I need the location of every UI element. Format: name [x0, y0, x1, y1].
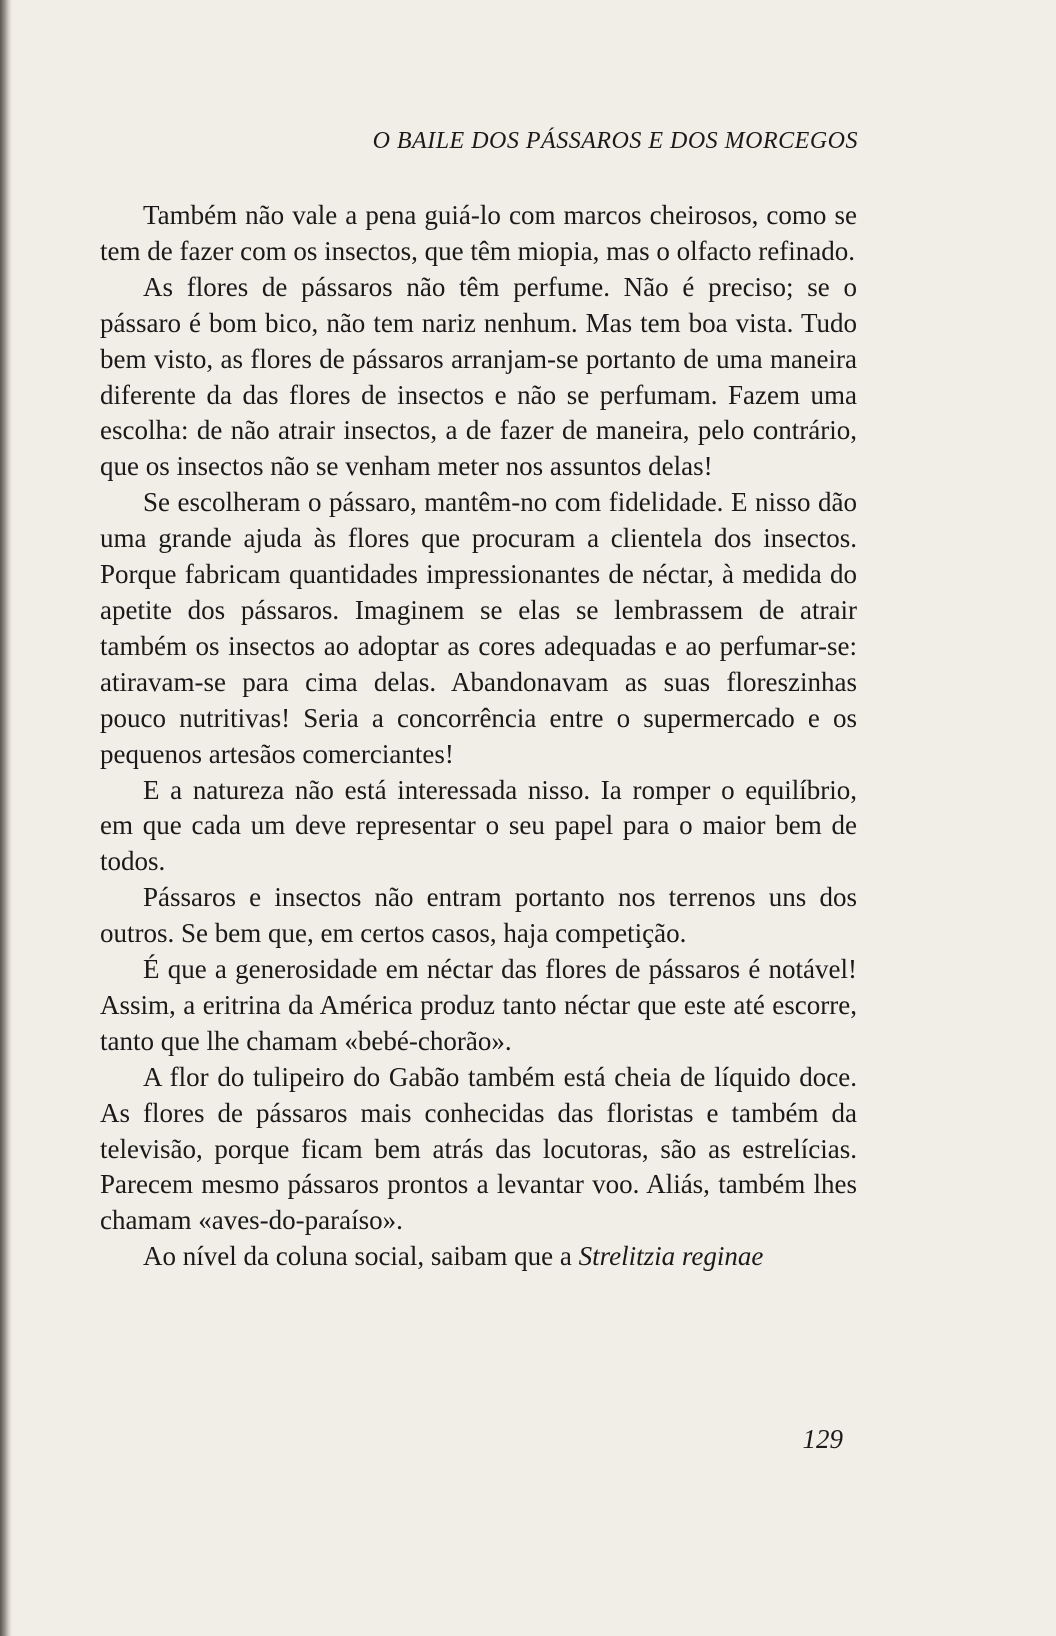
paragraph: E a natureza não está interessada nisso. Ia romper o equilíbrio, em que cada um deve representar o seu papel para o maior bem de todos. — [100, 774, 857, 877]
species-name: Strelitzia reginae — [578, 1241, 764, 1272]
last-paragraph-text: Ao nível da coluna social, saibam que a — [143, 1241, 572, 1272]
last-paragraph — [100, 1239, 857, 1275]
paragraph: Se escolheram o pássaro, mantêm-no com fidelidade. E nisso dão uma grande ajuda às flores que procuram a clientela dos insectos. Porque fabricam quantidades impressionantes de néctar, à medida do apetite dos pássaros. Imaginem se elas se lembrassem de atrair também os insectos ao adoptar as cores adequadas e ao perfumar-se: atiravam-se para cima delas. Abandonavam as suas floreszinhas pouco nutritivas! Seria a concorrência entre o supermercado e os pequenos artesãos comerciantes! — [100, 487, 857, 769]
body-text — [100, 198, 857, 1275]
paragraph: É que a generosidade em néctar das flores de pássaros é notável! Assim, a eritrina da América produz tanto néctar que este até escorre, tanto que lhe chamam «bebé-chorão». — [100, 954, 857, 1056]
page-binding-edge — [0, 0, 12, 1636]
page-number: 129 — [802, 1424, 843, 1454]
running-head: O BAILE DOS PÁSSAROS E DOS MORCEGOS — [372, 128, 858, 154]
paragraph: A flor do tulipeiro do Gabão também está cheia de líquido doce. As flores de pássaros mais conhecidas das floristas e também da televisão, porque ficam bem atrás das locutoras, são as estrelícias. Parecem mesmo pássaros prontos a levantar voo. Aliás, também lhes chamam «aves-do-paraíso». — [100, 1061, 857, 1236]
paragraph: As flores de pássaros não têm perfume. Não é preciso; se o pássaro é bom bico, não tem nariz nenhum. Mas tem boa vista. Tudo bem visto, as flores de pássaros arranjam-se portanto de uma maneira diferente da das flores de insectos e não se perfumam. Fazem uma escolha: de não atrair insectos, a de fazer de maneira, pelo contrário, que os insectos não se venham meter nos assuntos delas! — [100, 271, 857, 482]
paragraph: Também não vale a pena guiá-lo com marcos cheirosos, como se tem de fazer com os insectos, que têm miopia, mas o olfacto refinado. — [100, 200, 857, 266]
paragraph: Pássaros e insectos não entram portanto nos terrenos uns dos outros. Se bem que, em certos casos, haja competição. — [100, 882, 857, 949]
